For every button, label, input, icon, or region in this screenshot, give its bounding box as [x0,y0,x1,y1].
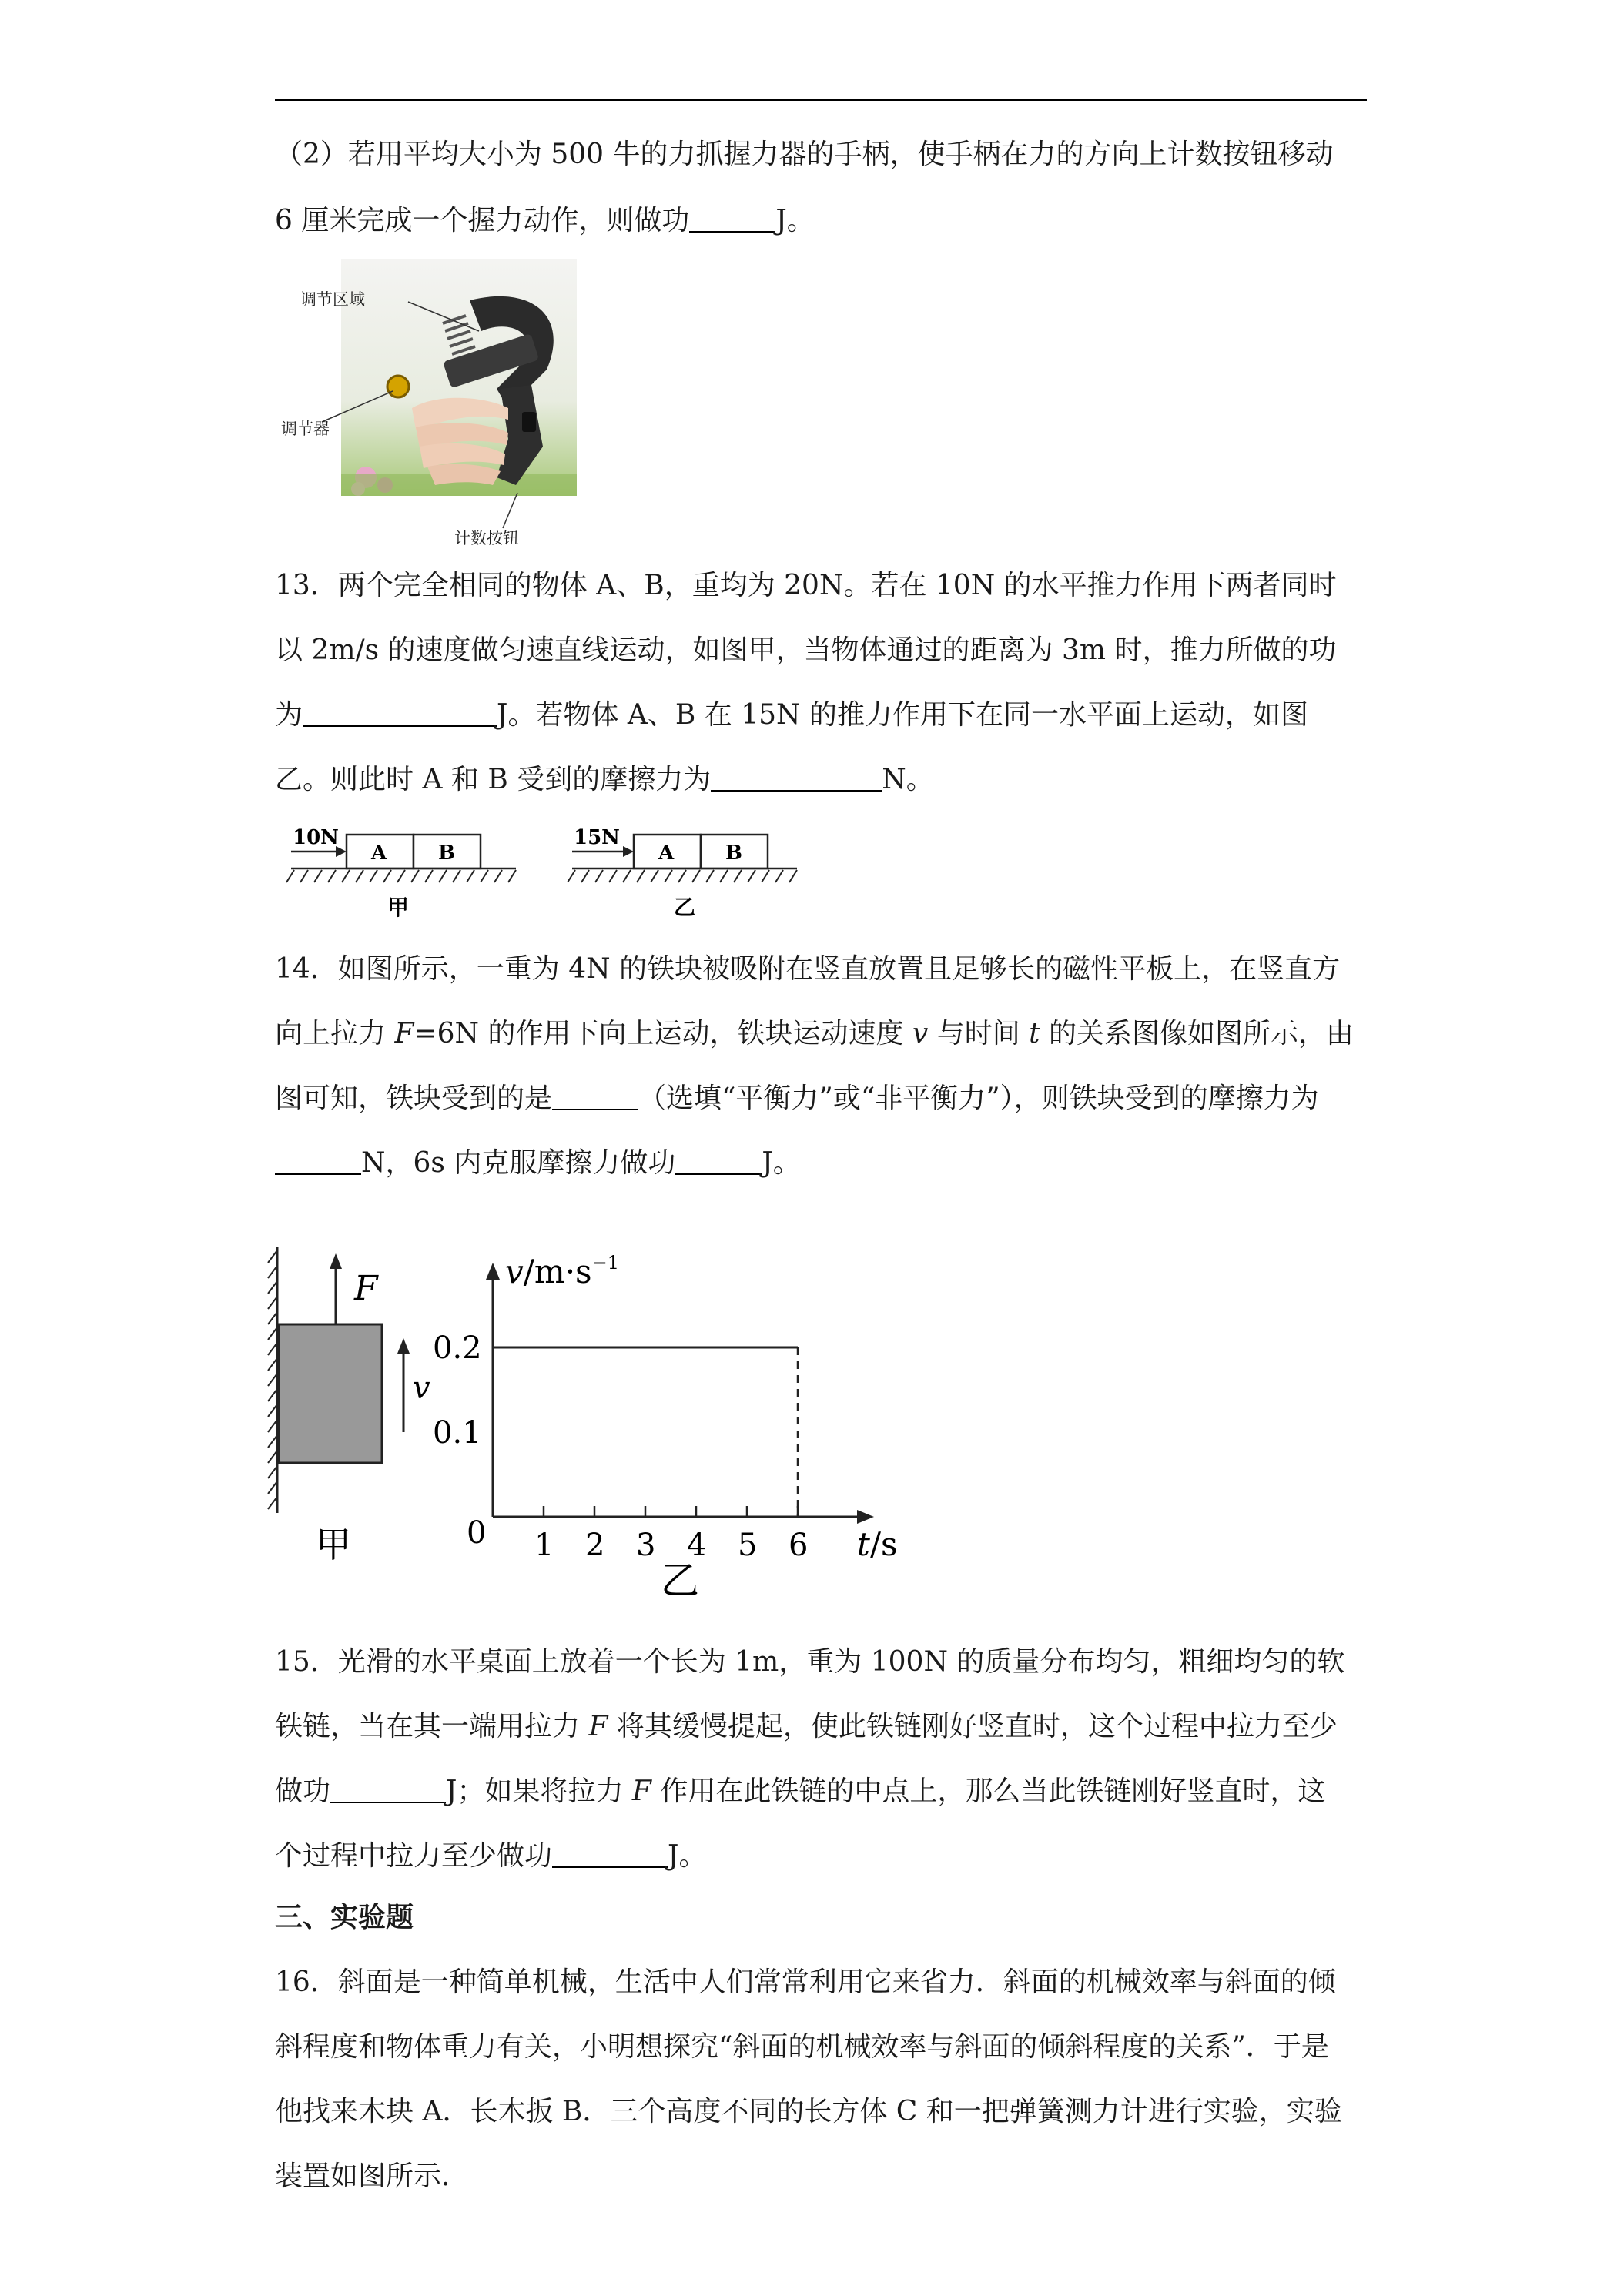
x-tick-label: 5 [738,1528,758,1563]
velocity-label: v [413,1371,430,1406]
y-axis-label: $v/m\cdot s^{-1}$ [505,1252,620,1290]
q14-line2: 向上拉力 F=6N 的作用下向上运动，铁块运动速度 v 与时间 t 的关系图像如图所示，由 [275,1018,1354,1049]
q14-figure-jia [262,1240,400,1578]
label-count-button: 计数按钮 [454,529,519,547]
q16-line3: 他找来木块 A．长木扳 B．三个高度不同的长方体 C 和一把弹簧测力计进行实验，实验 [275,2096,1342,2127]
q12-2-line2: 6 厘米完成一个握力动作，则做功 J。 [275,205,815,236]
answer-blank[interactable] [275,1147,361,1175]
x-tick-label: 2 [585,1528,605,1563]
q16-line1: 16．斜面是一种简单机械，生活中人们常常利用它来省力．斜面的机械效率与斜面的倾 [275,1966,1336,1998]
y-tick-label: 0.2 [433,1330,482,1366]
x-axis-label: t/s [857,1525,898,1563]
answer-blank[interactable] [675,1147,762,1175]
q13-line4: 乙。则此时 A 和 B 受到的摩擦力为 N。 [275,764,934,795]
force-arrow [330,1253,342,1269]
label-adjuster: 调节器 [281,420,330,438]
y-axis-arrow [486,1263,500,1280]
x-tick-label: 1 [534,1528,554,1563]
q12-2-line1: （2）若用平均大小为 500 牛的力抓握力器的手柄，使手柄在力的方向上计数按钮移动 [275,139,1334,170]
iron-block [279,1324,382,1463]
q13-figure-jia [285,822,524,930]
force-label: 10N [293,826,339,849]
force-label: F [354,1269,378,1308]
answer-blank[interactable] [303,699,497,727]
q13-line1: 13．两个完全相同的物体 A、B，重均为 20N。若在 10N 的水平推力作用下两者同时 [275,570,1337,601]
block-b-label: B [725,842,742,865]
header-rule [275,99,1367,101]
force-arrow [623,846,634,857]
q16-line2: 斜程度和物体重力有关，小明想探究“斜面的机械效率与斜面的倾斜程度的关系”．于是 [275,2031,1329,2063]
q15-line1: 15．光滑的水平桌面上放着一个长为 1m，重为 100N 的质量分布均匀，粗细均匀的软 [275,1646,1345,1678]
q14-line1: 14．如图所示，一重为 4N 的铁块被吸附在竖直放置且足够长的磁性平板上，在竖直方 [275,953,1341,985]
figure-caption: 乙 [674,895,696,920]
answer-blank[interactable] [330,1776,446,1803]
label-adjust-area: 调节区域 [300,290,365,309]
q13-line3: 为 J。若物体 A、B 在 15N 的推力作用下在同一水平面上运动，如图 [275,699,1308,731]
figure-caption: 甲 [316,1524,351,1565]
section-title: 三、实验题 [275,1902,414,1933]
answer-blank[interactable] [689,205,775,233]
x-axis-arrow [857,1510,874,1524]
block-b-label: B [438,842,455,865]
figure-caption: 乙 [661,1558,699,1603]
adjuster-knob [387,376,409,397]
q15-line3: 做功 J；如果将拉力 F 作用在此铁链的中点上，那么当此铁链刚好竖直时，这 [275,1776,1326,1807]
force-label: 15N [574,826,620,849]
q13-figure-yi [566,822,805,930]
block-a-label: A [371,842,387,865]
x-tick-label: 3 [636,1528,656,1563]
q14-line3: 图可知，铁块受到的是 （选填“平衡力”或“非平衡力”），则铁块受到的摩擦力为 [275,1083,1319,1114]
answer-blank[interactable] [711,764,882,792]
origin-label: 0 [467,1515,487,1551]
x-tick-label: 4 [687,1528,707,1563]
block-a-label: A [658,842,675,865]
q13-line2: 以 2m/s 的速度做匀速直线运动，如图甲，当物体通过的距离为 3m 时，推力所做的功 [275,634,1337,666]
y-tick-label: 0.1 [433,1415,482,1451]
figure-caption: 甲 [387,895,410,920]
q14-line4: N，6s 内克服摩擦力做功 J。 [275,1144,1368,1183]
q15-line2: 铁链，当在其一端用拉力 F 将其缓慢提起，使此铁链刚好竖直时，这个过程中拉力至少 [275,1711,1338,1742]
grip-trainer-photo [277,254,585,554]
answer-blank[interactable] [552,1840,668,1868]
q15-line4: 个过程中拉力至少做功 J。 [275,1840,707,1872]
velocity-arrow [397,1338,410,1354]
answer-blank[interactable] [552,1083,638,1110]
q16-line4: 装置如图所示． [275,2160,470,2192]
x-tick-label: 6 [789,1528,809,1563]
velocity-time-chart [416,1224,924,1609]
